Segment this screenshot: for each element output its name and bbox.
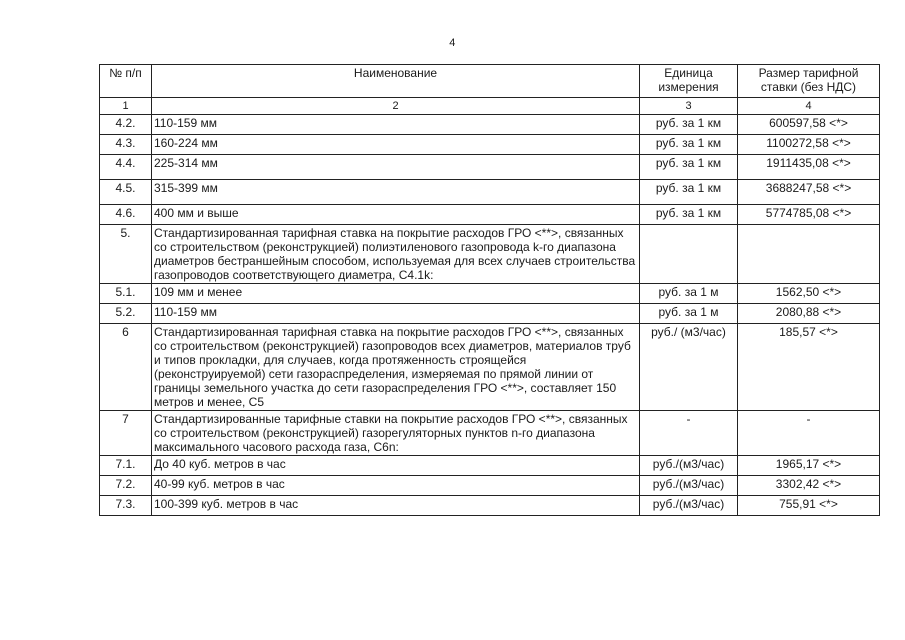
row-rate: 3302,42 <*> [738,476,880,496]
row-number: 6 [100,324,152,411]
row-name: 315-399 мм [152,180,640,205]
row-unit [640,225,738,284]
row-number: 7 [100,411,152,456]
row-rate: 1100272,58 <*> [738,135,880,155]
row-rate: 3688247,58 <*> [738,180,880,205]
header-rate: Размер тарифной ставки (без НДС) [738,65,880,98]
row-number: 7.1. [100,456,152,476]
row-unit: руб. за 1 км [640,155,738,180]
row-unit: руб./ (м3/час) [640,324,738,411]
row-rate: 600597,58 <*> [738,115,880,135]
column-index: 2 [152,98,640,115]
table-row [100,324,880,411]
table-row [100,411,880,456]
row-unit: руб./(м3/час) [640,496,738,516]
row-unit: руб./(м3/час) [640,456,738,476]
row-number: 4.2. [100,115,152,135]
header-num: № п/п [100,65,152,98]
row-name: Стандартизированные тарифные ставки на покрытие расходов ГРО <**>, связанных со строительством (реконструкцией) газорегуляторных пунктов n-го диапазона максимального часового расхода газа, С6n: [152,411,640,456]
row-unit: руб. за 1 м [640,304,738,324]
table-row [100,496,880,516]
row-unit: руб. за 1 км [640,115,738,135]
row-unit: руб. за 1 м [640,284,738,304]
row-number: 5.1. [100,284,152,304]
column-index: 4 [738,98,880,115]
column-index-row [100,98,880,115]
row-unit: руб. за 1 км [640,135,738,155]
column-index: 3 [640,98,738,115]
column-index: 1 [100,98,152,115]
row-unit: - [640,411,738,456]
row-name: 109 мм и менее [152,284,640,304]
table-row [100,476,880,496]
row-name: 110-159 мм [152,115,640,135]
row-rate: 1562,50 <*> [738,284,880,304]
table-row [100,456,880,476]
table-row [100,180,880,205]
row-number: 5.2. [100,304,152,324]
row-rate: 2080,88 <*> [738,304,880,324]
table-row [100,205,880,225]
row-name: 225-314 мм [152,155,640,180]
table-row [100,284,880,304]
row-name: 110-159 мм [152,304,640,324]
row-name: 160-224 мм [152,135,640,155]
row-rate: - [738,411,880,456]
row-rate: 755,91 <*> [738,496,880,516]
row-number: 4.4. [100,155,152,180]
row-rate: 185,57 <*> [738,324,880,411]
row-rate: 1911435,08 <*> [738,155,880,180]
row-unit: руб. за 1 км [640,205,738,225]
row-name: До 40 куб. метров в час [152,456,640,476]
table-row [100,135,880,155]
table-row [100,304,880,324]
row-name: Стандартизированная тарифная ставка на покрытие расходов ГРО <**>, связанных со строительством (реконструкцией) полиэтиленового газопровода k-го диапазона диаметров бестраншейным способом, используемая для всех случаев строительства газопроводов соответствующего диаметра, С4.1k: [152,225,640,284]
table-row [100,155,880,180]
page-number: 4 [449,37,456,49]
tariff-table [99,64,880,516]
row-rate [738,225,880,284]
row-unit: руб. за 1 км [640,180,738,205]
header-unit: Единица измерения [640,65,738,98]
row-unit: руб./(м3/час) [640,476,738,496]
table-row [100,225,880,284]
row-number: 7.3. [100,496,152,516]
row-number: 4.5. [100,180,152,205]
row-rate: 5774785,08 <*> [738,205,880,225]
table-row [100,115,880,135]
row-name: 40-99 куб. метров в час [152,476,640,496]
header-name: Наименование [152,65,640,98]
row-number: 5. [100,225,152,284]
row-number: 4.6. [100,205,152,225]
row-name: 400 мм и выше [152,205,640,225]
row-name: Стандартизированная тарифная ставка на покрытие расходов ГРО <**>, связанных со строительством (реконструкцией) газопроводов всех диаметров, материалов труб и типов прокладки, для случаев, когда протяженность строящейся (реконструируемой) сети газораспределения, измеряемая по прямой линии от границы земельного участка до сети газораспределения ГРО <**>, составляет 150 метров и менее, С5 [152,324,640,411]
row-number: 4.3. [100,135,152,155]
row-rate: 1965,17 <*> [738,456,880,476]
row-number: 7.2. [100,476,152,496]
table-header-row [100,65,880,98]
row-name: 100-399 куб. метров в час [152,496,640,516]
